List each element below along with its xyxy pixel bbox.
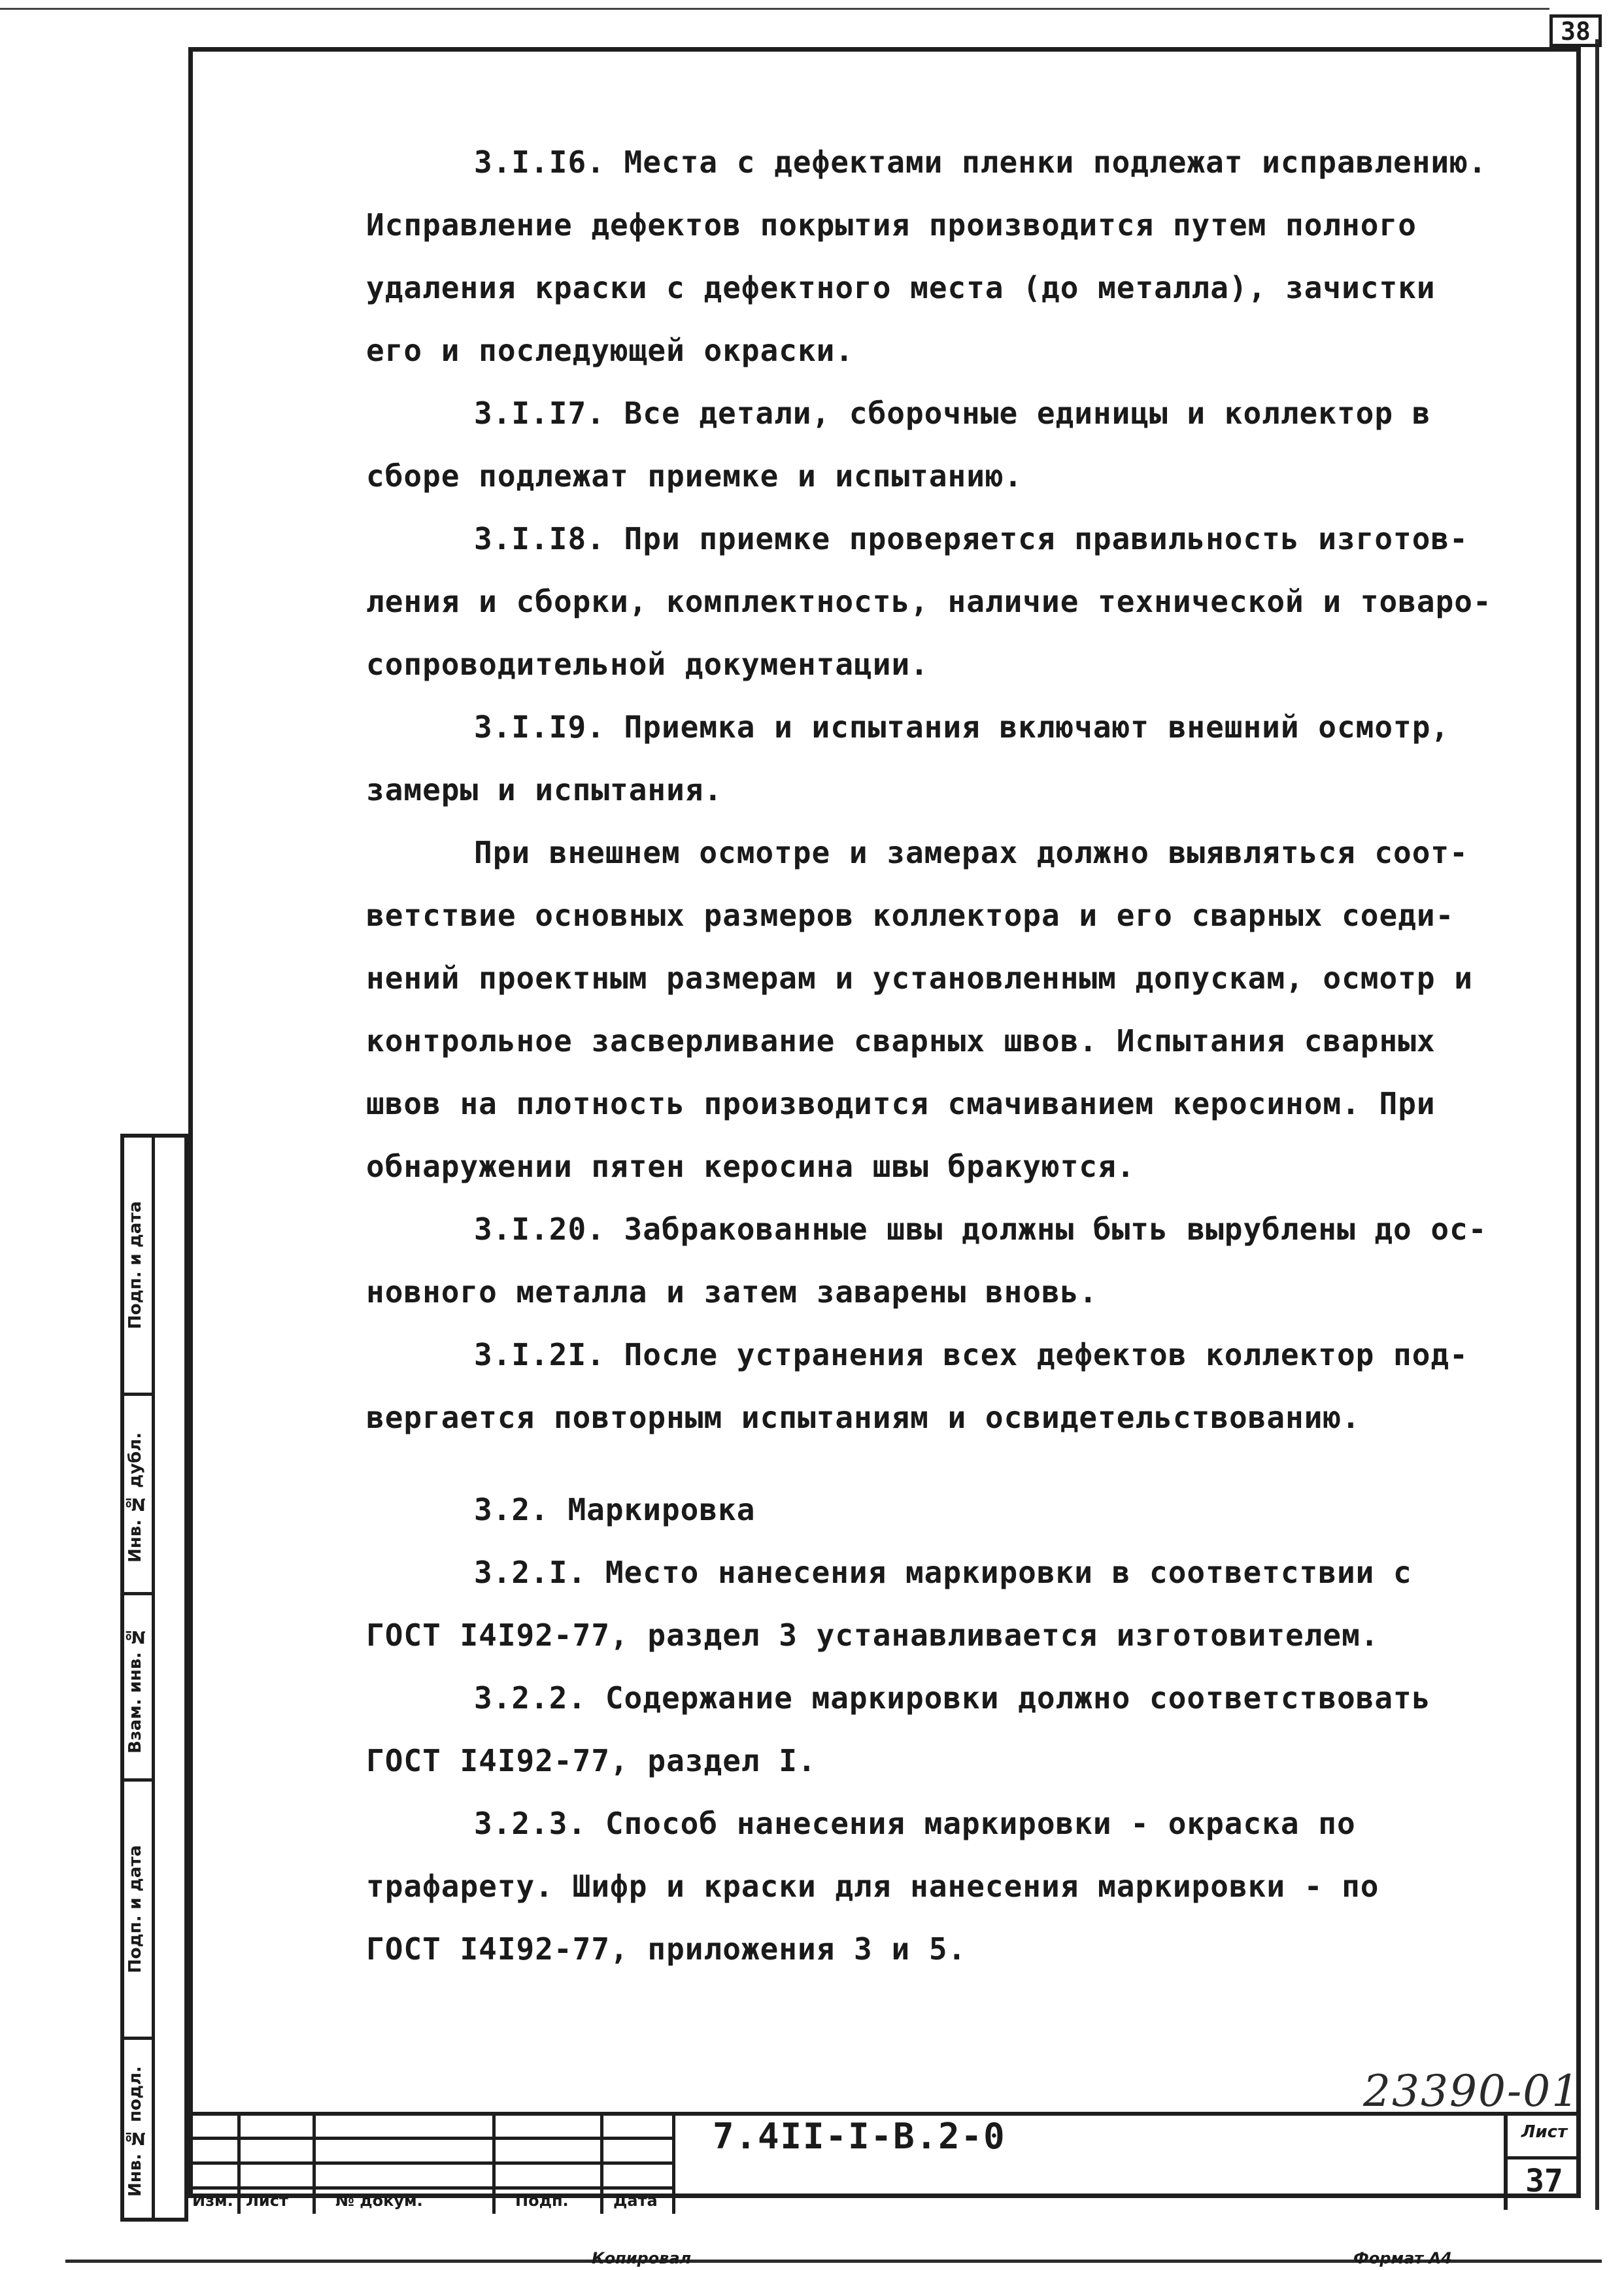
paragraph-line: вергается повторным испытаниям и освидетельствованию. xyxy=(366,1400,1361,1435)
title-caption-signature: Подп. xyxy=(515,2192,569,2210)
title-caption-date: Дата xyxy=(613,2192,658,2210)
binding-cell-signature-date-2 xyxy=(124,1138,152,1396)
paragraph-line: удаления краски с дефектного места (до металла), зачистки xyxy=(366,270,1436,305)
title-caption-change: Изм. xyxy=(192,2192,233,2210)
top-sheet-number: 38 xyxy=(1549,14,1602,47)
binding-cell-replace-inv xyxy=(124,1595,152,1782)
title-caption-doc-number: № докум. xyxy=(335,2192,423,2210)
paragraph-line: ГОСТ I4I92-77, приложения 3 и 5. xyxy=(366,1931,967,1967)
paragraph-line: ветствие основных размеров коллектора и его сварных соеди- xyxy=(366,898,1455,933)
binding-label: Инв. № дубл. xyxy=(126,1432,145,1563)
binding-label: Инв. № подл. xyxy=(126,2066,145,2197)
paragraph-line: его и последующей окраски. xyxy=(366,333,854,368)
paragraph-line: швов на плотность производится смачиванием керосином. При xyxy=(366,1086,1436,1121)
binding-divider xyxy=(152,1138,155,2218)
paragraph-line: трафарету. Шифр и краски для нанесения маркировки - по xyxy=(366,1869,1379,1904)
binding-strip xyxy=(120,1134,188,2222)
binding-cell-duplicate-inv xyxy=(124,1396,152,1595)
binding-label: Взам. инв. № xyxy=(126,1626,145,1754)
binding-cell-signature-date xyxy=(124,1782,152,2040)
paragraph-line: 3.2.3. Способ нанесения маркировки - окраска по xyxy=(474,1806,1356,1841)
section-gap xyxy=(366,1449,1530,1478)
title-col-line xyxy=(492,2116,496,2214)
title-col-line xyxy=(313,2116,316,2214)
page-right-edge xyxy=(1595,39,1599,2210)
paragraph-line: обнаружении пятен керосина швы бракуются. xyxy=(366,1149,1136,1184)
binding-label: Подп. и дата xyxy=(126,1845,145,1973)
paragraph-line: контрольное засверливание сварных швов. Испытания сварных xyxy=(366,1023,1436,1059)
paragraph-line: 3.I.I7. Все детали, сборочные единицы и коллектор в xyxy=(474,396,1431,431)
paragraph-line: ГОСТ I4I92-77, раздел I. xyxy=(366,1743,817,1778)
title-col-line xyxy=(600,2116,603,2214)
document-code: 7.4II-I-В.2-0 xyxy=(713,2116,1006,2157)
paragraph-line: новного металла и затем заварены вновь. xyxy=(366,1274,1098,1310)
document-body xyxy=(366,131,1530,1980)
paragraph-line: нений проектным размерам и установленным допускам, осмотр и xyxy=(366,960,1473,996)
paragraph-line: сопроводительной документации. xyxy=(366,647,929,682)
page-top-edge xyxy=(0,8,1549,10)
sheet-label-divider xyxy=(1508,2156,1581,2160)
paragraph-line: 3.I.I8. При приемке проверяется правильность изготов- xyxy=(474,521,1468,556)
paragraph-line: 3.I.I6. Места с дефектами пленки подлежат исправлению. xyxy=(474,144,1487,180)
paragraph-line: 3.I.2I. После устранения всех дефектов коллектор под- xyxy=(474,1337,1468,1372)
paragraph-line: 3.I.20. Забракованные швы должны быть вырублены до ос- xyxy=(474,1211,1487,1247)
binding-cell-original-inv xyxy=(124,2040,152,2218)
paragraph-line: Исправление дефектов покрытия производится путем полного xyxy=(366,207,1417,243)
paragraph-line: ГОСТ I4I92-77, раздел 3 устанавливается изготовителем. xyxy=(366,1618,1379,1653)
inventory-number-handwritten: 23390-01 xyxy=(1363,2066,1581,2116)
footer-format: Формат А4 xyxy=(1353,2249,1452,2267)
paragraph-line: 3.I.I9. Приемка и испытания включают внешний осмотр, xyxy=(474,709,1450,745)
binding-label: Подп. и дата xyxy=(126,1201,145,1329)
paragraph-line: ления и сборки, комплектность, наличие технической и товаро- xyxy=(366,584,1492,619)
sheet-label: Лист xyxy=(1521,2122,1568,2142)
title-col-line xyxy=(237,2116,241,2214)
title-caption-sheet: Лист xyxy=(246,2192,288,2210)
paragraph-line: сборе подлежат приемке и испытанию. xyxy=(366,458,1023,494)
paragraph-line: замеры и испытания. xyxy=(366,772,723,807)
paragraph-line: 3.2.2. Содержание маркировки должно соответствовать xyxy=(474,1680,1431,1716)
sheet-number-box xyxy=(1504,2116,1581,2210)
footer-copied: Копировал xyxy=(592,2249,692,2267)
paragraph-line: При внешнем осмотре и замерах должно выявляться соот- xyxy=(474,835,1468,870)
sheet-number: 37 xyxy=(1525,2163,1563,2199)
title-col-line xyxy=(672,2116,675,2214)
paragraph-line: 3.2.I. Место нанесения маркировки в соответствии с xyxy=(474,1555,1412,1590)
section-heading: 3.2. Маркировка xyxy=(474,1492,756,1527)
